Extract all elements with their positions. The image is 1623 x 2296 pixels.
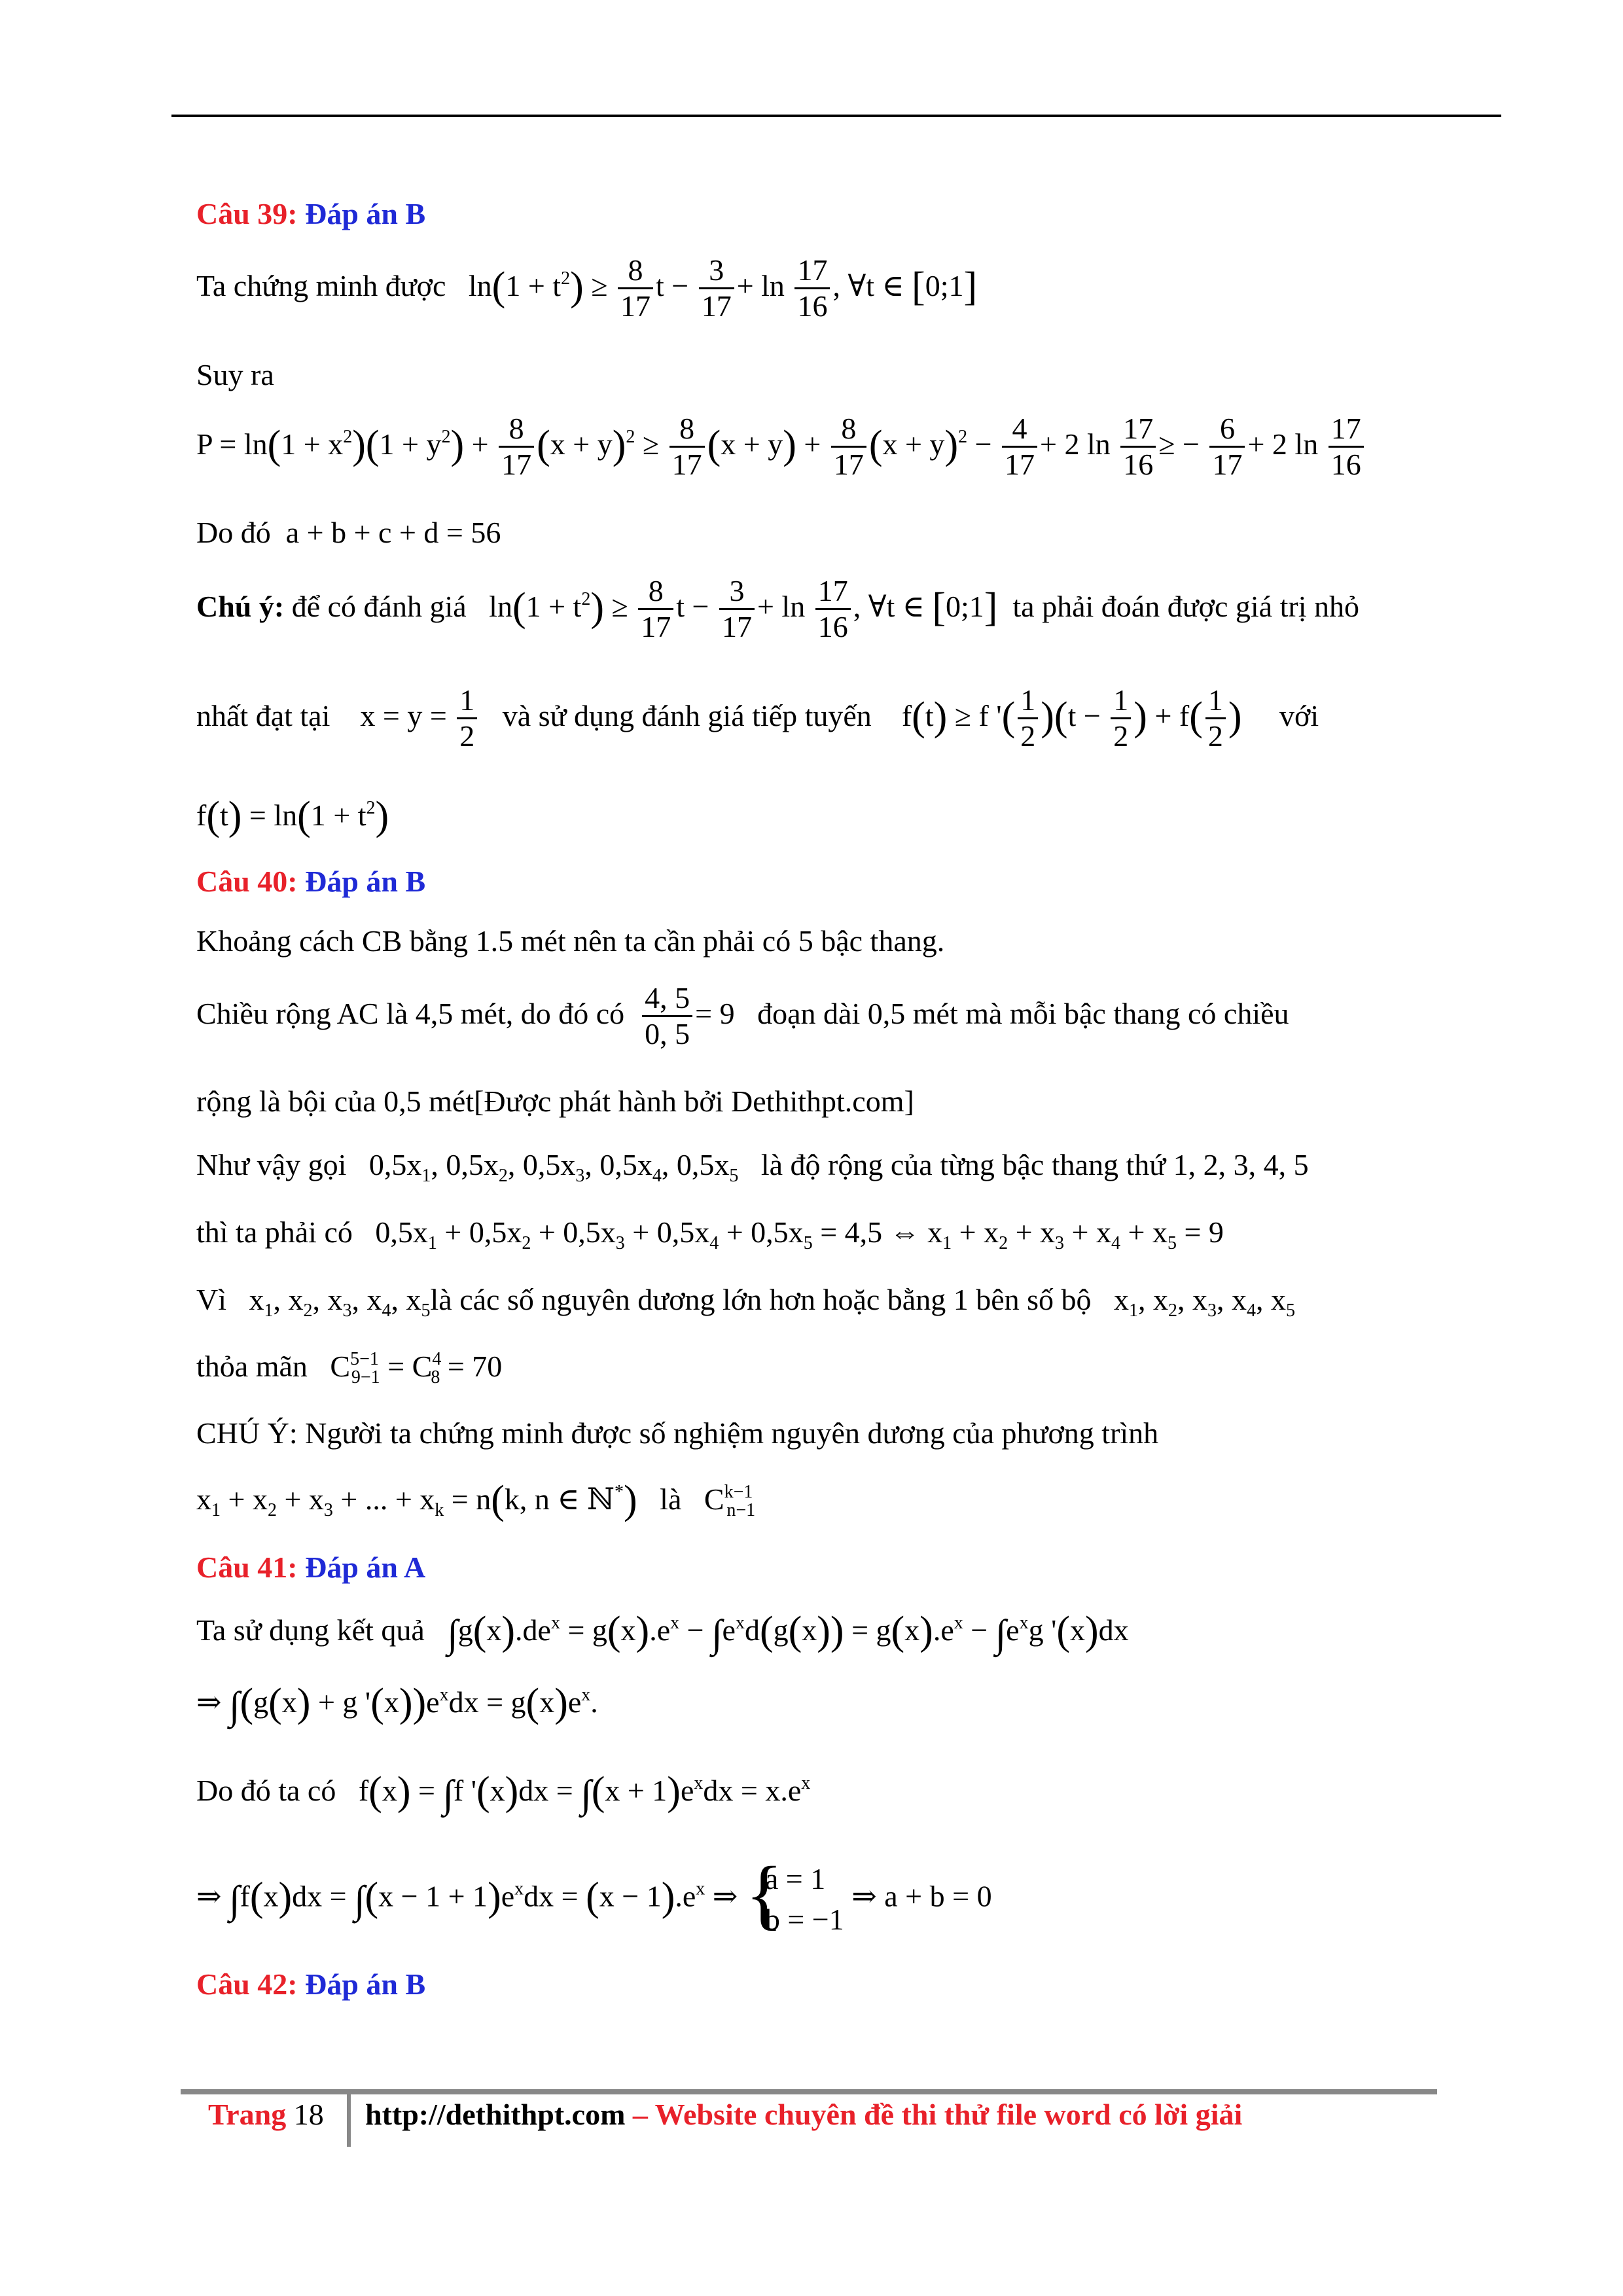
q41-heading: Câu 41: Đáp án A — [196, 1551, 426, 1584]
q40-line8: CHÚ Ý: Người ta chứng minh được số nghiệm nguyên dương của phương trình — [196, 1416, 1159, 1450]
q39-line1: Ta chứng minh được $\ln(1 + t^2)$ ≥ $\frac{8}{17}$ t − $\frac{3}{17}$ + ln $\frac{17}{16}$ , ∀t ∈ [0;1] — [196, 253, 978, 323]
q39-line4: Do đó a + b + c + d = 56 — [196, 516, 501, 549]
q40-line6: Vì $x_1$, $x_2$, $x_3$, $x_4$, $x_5là$ các số nguyên dương lớn hơn hoặc bằng 1 bên số bộ $x_1$, $x_2$, $x_3$, $x_4$, $x_5$ — [196, 1283, 1296, 1321]
q39-note-line3: $f(t) = \ln(1 + t^2)$ — [196, 794, 389, 838]
footer-site — [365, 2097, 1242, 2132]
q41-line1: Ta sử dụng kết quả $\int g(x).de^x = g(x).e^x - \int e^xd(g(x)) = g(x).e^x - \int e^xg$ '(x)dx — [196, 1609, 1129, 1655]
q42-heading: Câu 42: Đáp án B — [196, 1967, 426, 2001]
q40-line2: Chiều rộng AC là 4,5 mét, do đó có $\frac{4, 5}{0, 5}$ = 9 đoạn dài 0,5 mét mà mỗi bậc thang có chiều — [196, 981, 1289, 1050]
q39-note-line1: Chú ý: để có đánh giá $\ln(1 + t^2)$ ≥ $\frac{8}{17}$ t − $\frac{3}{17}$ + ln $\frac{17}{16}$ , ∀t ∈ [0;1] ta phải đoán được giá trị nhỏ — [196, 574, 1359, 643]
footer-tagline: – Website chuyên đề thi thử file word có lời giải — [625, 2098, 1243, 2131]
page-number: 18 — [293, 2098, 324, 2131]
q40-line7: thỏa mãn $C^{5-1}_{9-1} = C^4_8 = 70$ — [196, 1349, 503, 1388]
q40-line4: Như vậy gọi $0,5x_1$, $0,5x_2$, $0,5x_3$, $0,5x_4$, $0,5x_5$ là độ rộng của từng bậc thang thứ 1, 2, 3, 4, 5 — [196, 1148, 1309, 1186]
footer-rule — [181, 2089, 1437, 2094]
q40-line5: thì ta phải có $0,5x_1 + 0,5x_2 + 0,5x_3 + 0,5x_4 + 0,5x_5 = 4,5$ ⇔ $x_1 + x_2 + x_3 + x_4 + x_5 = 9$ — [196, 1215, 1224, 1253]
q39-inequality-P: $P = \ln(1 + x^2)(1 + y^2)$ + $\frac{8}{17}$ $(x + y)^2$ ≥ $\frac{8}{17}$ (x + y) + $\frac{8}{17}$ $(x + y)^2$ − $\frac{4}{17}$ + 2 ln $\frac{17}{16}$ ≥ − $\frac{6}{17}$ + 2 ln $\frac{17}{16}$ — [196, 412, 1366, 482]
q40-heading: Câu 40: Đáp án B — [196, 865, 426, 898]
q40-line3: rộng là bội của 0,5 mét[Được phát hành bởi Dethithpt.com] — [196, 1085, 914, 1118]
q41-line3: Do đó ta có f(x) = ∫f '$(x)dx = \int(x + 1)e^xdx = x.e^x$ — [196, 1769, 811, 1816]
footer-divider — [347, 2093, 351, 2147]
q40-line1: Khoảng cách CB bằng 1.5 mét nên ta cần phải có 5 bậc thang. — [196, 924, 945, 958]
q39-heading: Câu 39: Đáp án B — [196, 197, 426, 230]
q40-line9: $x_1 + x_2 + x_3$ + ... + $x_k = n(k$, n ∈ ℕ*) là $C^{k-1}_{n-1}$ — [196, 1478, 756, 1522]
q41-line2: ⇒ ∫(g(x) + g '$(x))e^xdx = g(x)e^x$. — [196, 1681, 598, 1727]
footer-page-label: Trang 18 — [208, 2098, 324, 2131]
system-brace: { a = 1 b = −1 — [745, 1850, 844, 1937]
q39-line2: Suy ra — [196, 358, 274, 391]
footer-url-link[interactable]: http://dethithpt.com — [365, 2098, 626, 2131]
header-rule — [171, 115, 1501, 117]
q41-line4: ⇒ $\int f(x)dx = \int(x - 1 + 1)e^xdx = (x - 1).e^x$ ⇒ { a = 1 b = −1 ⇒ a + b = 0 — [196, 1859, 992, 1940]
q39-note-line2: nhất đạt tại x = y = $\frac{1}{2}$ và sử dụng đánh giá tiếp tuyến f(t) ≥ f '( $\frac{1}{2}$ )(t − $\frac{1}{2}$ ) + f( $\frac{1}{2}$ ) với — [196, 683, 1319, 753]
